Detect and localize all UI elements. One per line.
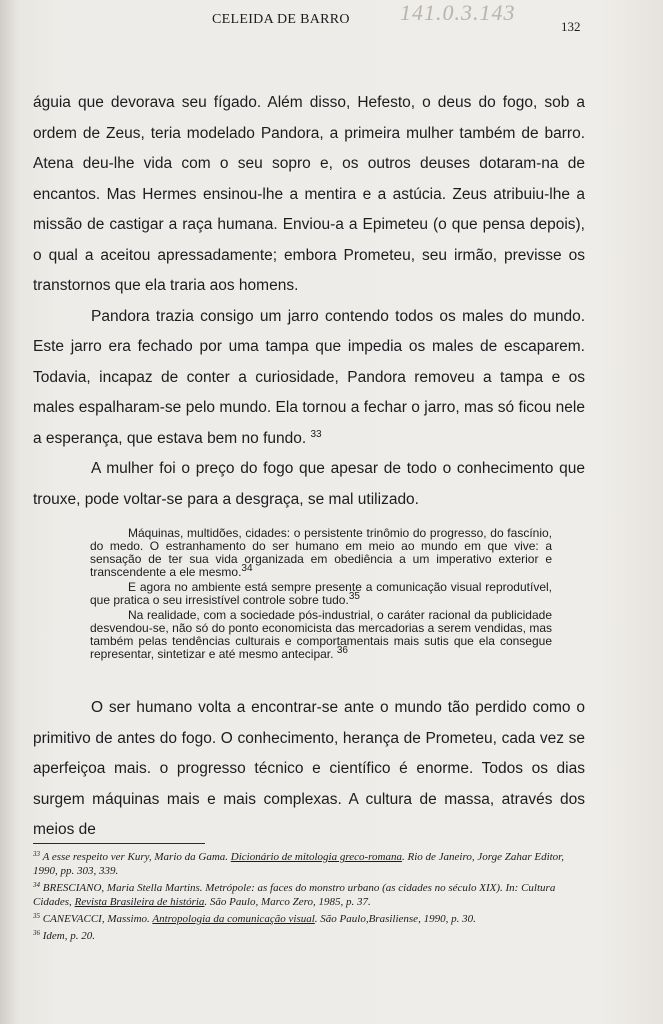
paragraph-1: águia que devorava seu fígado. Além disso, Hefesto, o deus do fogo, sob a ordem de Zeus, teria modelado Pandora, a primeira mulher também de barro. Atena deu-lhe vida com o seu sopro e, os outros deuses dotaram-na de encantos. Mas Hermes ensinou-lhe a mentira e a astúcia. Zeus atribuiu-lhe a missão de castigar a raça humana. Enviou-a a Epimeteu (o que pensa depois), o qual a aceitou apressadamente; embora Prometeu, seu irmão, previsse os transtornos que ela traria aos homens.	[33, 94, 585, 294]
footnotes	[33, 847, 591, 943]
quote-2-text: E agora no ambiente está sempre presente a comunicação visual reprodutível, que pratica o seu irresistível controle sobre tudo.	[90, 580, 552, 607]
footnote-35-post: . São Paulo,Brasiliense, 1990, p. 30.	[314, 913, 476, 925]
footnote-34-post: . São Paulo, Marco Zero, 1985, p. 37.	[204, 896, 371, 908]
footnote-33-post: . Rio de Janeiro, Jorge Zahar Editor, 1990, pp. 303, 339.	[33, 851, 564, 877]
footnote-ref-34: 34	[241, 563, 253, 574]
running-header-author: CELEIDA DE BARRO	[212, 12, 350, 27]
footnote-35	[33, 909, 591, 926]
footnote-35-pre: CANEVACCI, Massimo.	[42, 913, 150, 925]
paragraph-3: A mulher foi o preço do fogo que apesar de todo o conhecimento que trouxe, pode voltar-se para a desgraça, se mal utilizado.	[33, 460, 585, 508]
footnote-divider	[33, 843, 205, 844]
archive-handwritten-note: 141.0.3.143	[400, 0, 516, 25]
footnote-34-pre: BRESCIANO, Maria Stella Martins. Metrópole: as faces do monstro urbano (as cidades no século XIX). In: Cultura Cidades,	[33, 882, 556, 908]
footnote-33-number: 33	[33, 850, 40, 858]
footnote-35-number: 35	[33, 912, 40, 920]
footnote-36	[33, 926, 591, 943]
page-number: 132	[561, 19, 581, 34]
quote-paragraph-2	[90, 581, 552, 607]
footnote-ref-36: 36	[336, 645, 348, 656]
footnote-33	[33, 847, 591, 878]
footnote-35-title: Antropologia da comunicação visual	[152, 913, 315, 925]
quote-paragraph-1	[90, 527, 552, 579]
footnote-36-text: Idem, p. 20.	[42, 930, 95, 942]
paragraph-2	[33, 302, 585, 455]
footnote-34-number: 34	[33, 881, 40, 889]
paragraph-4: O ser humano volta a encontrar-se ante o mundo tão perdido como o primitivo de antes do fogo. O conhecimento, herança de Prometeu, cada vez se aperfeiçoa mais. o progresso técnico e científico é enorme. Todos os dias surgem máquinas mais e mais complexas. A cultura de massa, através dos meios de	[33, 699, 585, 838]
footnote-33-pre: A esse respeito ver Kury, Mario da Gama.	[42, 851, 229, 863]
paragraph-2-text: Pandora trazia consigo um jarro contendo todos os males do mundo. Este jarro era fechado por uma tampa que impedia os males de escaparem. Todavia, incapaz de conter a curiosidade, Pandora removeu a tampa e os males espalharam-se pelo mundo. Ela tornou a fechar o jarro, mas só ficou nele a esperança, que estava bem no fundo.	[33, 307, 585, 447]
footnote-33-title: Dicionário de mitologia greco-romana	[230, 851, 402, 863]
footnote-34	[33, 878, 591, 909]
footnote-ref-35: 35	[348, 591, 360, 602]
footnote-34-title: Revista Brasileira de história	[74, 896, 205, 908]
body-text-upper	[33, 88, 585, 515]
quote-3-text: Na realidade, com a sociedade pós-industrial, o caráter racional da publicidade desvendou-se, não só do ponto economicista das mercadorias a serem vendidas, mas também pelas tendências culturais e comportamentais mais sutis que ela consegue representar, sintetizar e até mesmo antecipar.	[90, 608, 552, 661]
quote-paragraph-3	[90, 609, 552, 661]
body-text-lower	[33, 693, 585, 846]
footnote-36-number: 36	[33, 929, 40, 937]
footnote-ref-33: 33	[310, 428, 322, 440]
block-quote	[90, 527, 552, 663]
quote-1-text: Máquinas, multidões, cidades: o persistente trinômio do progresso, do fascínio, do medo. O estranhamento do ser humano em meio ao mundo em que vive: a sensação de ter sua vida organizada em obediência a um imperativo exterior e transcendente a ele mesmo.	[90, 526, 552, 579]
